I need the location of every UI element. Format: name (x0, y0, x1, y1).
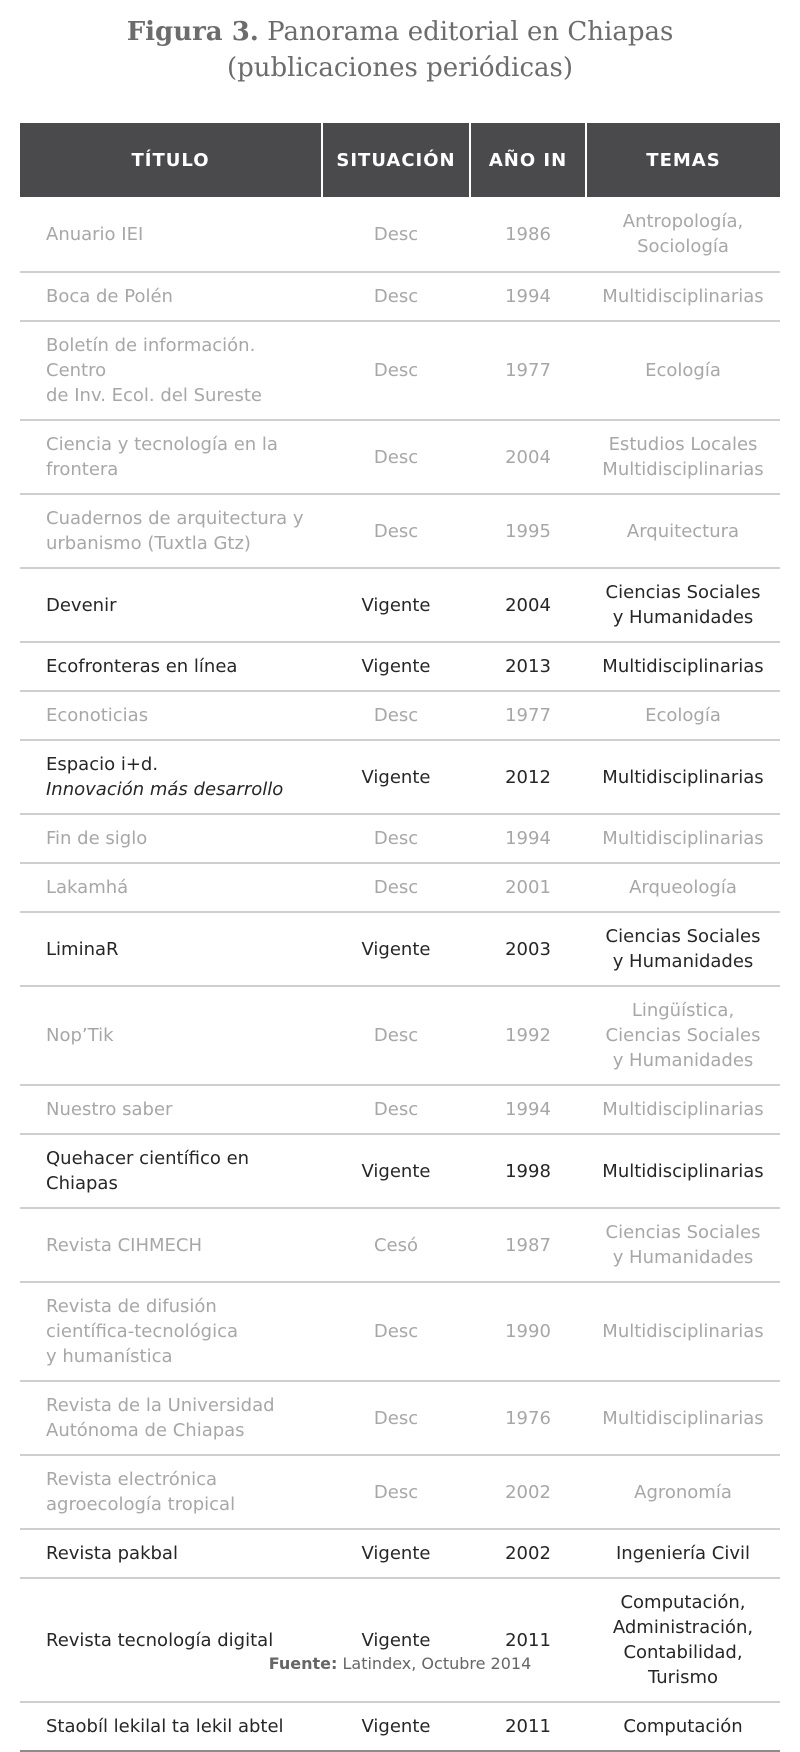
cell-year: 2003 (470, 912, 586, 986)
cell-title (20, 691, 322, 740)
cell-title (20, 321, 322, 420)
cell-title (20, 568, 322, 642)
title-line: Boca de Polén (46, 286, 173, 307)
cell-year: 2001 (470, 863, 586, 912)
table-row (20, 1578, 780, 1702)
title-line: Staobíl lekilal ta lekil abtel (46, 1716, 284, 1737)
title-subtitle: Innovación más desarrollo (46, 779, 284, 800)
table-row (20, 1381, 780, 1455)
cell-status: Cesó (322, 1208, 470, 1282)
source-label: Fuente: (268, 1654, 338, 1673)
table-row (20, 568, 780, 642)
cell-topics (586, 1702, 780, 1751)
table-row (20, 321, 780, 420)
cell-title (20, 1702, 322, 1751)
table-body (20, 197, 780, 1751)
title-line: Revista pakbal (46, 1543, 178, 1564)
cell-status: Desc (322, 863, 470, 912)
cell-topics (586, 1455, 780, 1529)
figure-title-line1 (0, 14, 800, 50)
topic-line: Multidisciplinarias (602, 1321, 764, 1342)
cell-title (20, 1208, 322, 1282)
topic-line: Ciencias Sociales (605, 926, 761, 947)
cell-status: Desc (322, 1455, 470, 1529)
table-row (20, 1134, 780, 1208)
title-line: frontera (46, 459, 119, 480)
cell-status: Vigente (322, 642, 470, 691)
cell-year: 2004 (470, 568, 586, 642)
topic-line: Multidisciplinarias (602, 656, 764, 677)
topic-line: Ecología (645, 360, 721, 381)
cell-year: 1990 (470, 1282, 586, 1381)
cell-topics (586, 568, 780, 642)
table-row (20, 420, 780, 494)
cell-topics (586, 1381, 780, 1455)
cell-topics (586, 912, 780, 986)
header-title: TÍTULO (20, 123, 322, 197)
title-line: Lakamhá (46, 877, 129, 898)
topic-line: Antropología, (622, 211, 744, 232)
table-row (20, 494, 780, 568)
cell-title (20, 1455, 322, 1529)
cell-title (20, 1085, 322, 1134)
table-row (20, 986, 780, 1085)
title-line: Devenir (46, 594, 117, 616)
cell-status: Desc (322, 420, 470, 494)
cell-status: Desc (322, 1381, 470, 1455)
cell-status: Desc (322, 494, 470, 568)
topic-line: Ciencias Sociales (605, 1025, 761, 1046)
topic-line: Computación, (620, 1592, 746, 1613)
cell-year: 2011 (470, 1578, 586, 1702)
cell-year: 1998 (470, 1134, 586, 1208)
table-row (20, 642, 780, 691)
title-line: Revista tecnología digital (46, 1629, 274, 1651)
topic-line: Ecología (645, 705, 721, 726)
cell-topics (586, 1529, 780, 1578)
title-line: Revista de difusión (46, 1296, 217, 1317)
table-row (20, 1455, 780, 1529)
cell-title (20, 494, 322, 568)
title-line: Revista de la Universidad (46, 1395, 275, 1416)
topic-line: Computación (623, 1716, 743, 1737)
figure-subtitle: (publicaciones periódicas) (226, 53, 574, 83)
cell-year: 1994 (470, 1085, 586, 1134)
cell-topics (586, 321, 780, 420)
cell-year: 1977 (470, 691, 586, 740)
topic-line: Estudios Locales (608, 434, 758, 455)
cell-year: 1995 (470, 494, 586, 568)
cell-topics (586, 1578, 780, 1702)
title-line: Cuadernos de arquitectura y (46, 508, 304, 529)
cell-status: Vigente (322, 568, 470, 642)
header-topics: TEMAS (586, 123, 780, 197)
cell-topics (586, 1208, 780, 1282)
topic-line: Arqueología (629, 877, 737, 898)
cell-year: 2012 (470, 740, 586, 814)
title-line: Revista CIHMECH (46, 1234, 203, 1256)
cell-status: Desc (322, 1282, 470, 1381)
cell-year: 1994 (470, 814, 586, 863)
table-row (20, 814, 780, 863)
table-row (20, 1529, 780, 1578)
cell-topics (586, 814, 780, 863)
table-row (20, 272, 780, 321)
table-row (20, 197, 780, 272)
title-line: Boletín de información. Centro (46, 335, 256, 381)
cell-topics (586, 197, 780, 272)
table-row (20, 1282, 780, 1381)
source-note (0, 1654, 800, 1673)
cell-year: 1986 (470, 197, 586, 272)
topic-line: Multidisciplinarias (602, 1407, 764, 1429)
cell-status: Vigente (322, 912, 470, 986)
topic-line: Ingeniería Civil (615, 1543, 751, 1564)
cell-year: 1977 (470, 321, 586, 420)
topic-line: Multidisciplinarias (602, 828, 764, 849)
cell-status: Desc (322, 197, 470, 272)
topic-line: Multidisciplinarias (602, 459, 764, 480)
cell-status: Vigente (322, 1702, 470, 1751)
table-row (20, 1085, 780, 1134)
cell-year: 2013 (470, 642, 586, 691)
cell-topics (586, 420, 780, 494)
cell-status: Vigente (322, 1578, 470, 1702)
title-line: agroecología tropical (46, 1494, 236, 1515)
cell-title (20, 863, 322, 912)
topic-line: Multidisciplinarias (602, 1099, 764, 1120)
title-line: Nop’Tik (46, 1025, 114, 1046)
title-line: Quehacer científico en Chiapas (46, 1148, 250, 1194)
cell-title (20, 272, 322, 321)
cell-topics (586, 494, 780, 568)
cell-topics (586, 272, 780, 321)
header-year: AÑO IN (470, 123, 586, 197)
cell-year: 1987 (470, 1208, 586, 1282)
cell-topics (586, 642, 780, 691)
topic-line: y Humanidades (612, 1247, 754, 1268)
topic-line: Ciencias Sociales (605, 1222, 761, 1243)
figure-title (0, 14, 800, 86)
cell-year: 1976 (470, 1381, 586, 1455)
topic-line: y Humanidades (612, 607, 754, 628)
cell-status: Desc (322, 986, 470, 1085)
source-text: Latindex, Octubre 2014 (342, 1654, 532, 1673)
topic-line: Turismo (648, 1667, 718, 1688)
table-row (20, 863, 780, 912)
table-header (20, 123, 780, 197)
cell-topics (586, 740, 780, 814)
title-line: LiminaR (46, 938, 119, 960)
cell-title (20, 986, 322, 1085)
cell-title (20, 1529, 322, 1578)
cell-topics (586, 1134, 780, 1208)
cell-year: 2004 (470, 420, 586, 494)
table-row (20, 740, 780, 814)
title-line: Espacio i+d. (46, 754, 159, 775)
topic-line: y Humanidades (612, 1050, 754, 1071)
topic-line: Multidisciplinarias (602, 286, 764, 307)
cell-topics (586, 691, 780, 740)
cell-title (20, 1134, 322, 1208)
cell-status: Vigente (322, 1134, 470, 1208)
cell-title (20, 197, 322, 272)
table-row (20, 1208, 780, 1282)
table-row (20, 912, 780, 986)
cell-year: 2002 (470, 1455, 586, 1529)
cell-title (20, 1578, 322, 1702)
cell-title (20, 740, 322, 814)
header-row (20, 123, 780, 197)
cell-status: Vigente (322, 1529, 470, 1578)
title-line: Revista electrónica (46, 1469, 218, 1490)
topic-line: Multidisciplinarias (602, 1160, 764, 1182)
cell-year: 2011 (470, 1702, 586, 1751)
cell-year: 2002 (470, 1529, 586, 1578)
title-line: Autónoma de Chiapas (46, 1420, 245, 1441)
cell-status: Desc (322, 691, 470, 740)
cell-title (20, 642, 322, 691)
cell-title (20, 1381, 322, 1455)
title-line: Anuario IEI (46, 223, 144, 245)
cell-status: Desc (322, 321, 470, 420)
title-line: urbanismo (Tuxtla Gtz) (46, 533, 251, 554)
topic-line: Ciencias Sociales (605, 582, 761, 603)
cell-status: Desc (322, 272, 470, 321)
title-line: Ecofronteras en línea (46, 656, 238, 677)
title-line: Nuestro saber (46, 1099, 173, 1120)
cell-topics (586, 986, 780, 1085)
figure-label: Figura 3. (126, 17, 259, 47)
topic-line: Arquitectura (626, 520, 740, 542)
cell-status: Vigente (322, 740, 470, 814)
cell-year: 1992 (470, 986, 586, 1085)
cell-topics (586, 1085, 780, 1134)
topic-line: y Humanidades (612, 951, 754, 972)
cell-topics (586, 863, 780, 912)
cell-status: Desc (322, 1085, 470, 1134)
table-row (20, 691, 780, 740)
topic-line: Lingüística, (631, 1000, 735, 1021)
cell-title (20, 912, 322, 986)
title-line: de Inv. Ecol. del Sureste (46, 385, 263, 406)
figure-title-text: Panorama editorial en Chiapas (267, 17, 674, 47)
table-row (20, 1702, 780, 1751)
publications-table (20, 123, 780, 1752)
title-line: Ciencia y tecnología en la (46, 434, 278, 455)
cell-title (20, 420, 322, 494)
cell-title (20, 1282, 322, 1381)
topic-line: Administración, (612, 1617, 754, 1638)
title-line: Fin de siglo (46, 828, 148, 849)
cell-status: Desc (322, 814, 470, 863)
header-status: SITUACIÓN (322, 123, 470, 197)
cell-title (20, 814, 322, 863)
title-line: científica-tecnológica (46, 1321, 239, 1342)
title-line: Econoticias (46, 705, 149, 726)
title-line: y humanística (46, 1346, 173, 1367)
topic-line: Sociología (637, 236, 729, 257)
topic-line: Multidisciplinarias (602, 766, 764, 788)
cell-year: 1994 (470, 272, 586, 321)
cell-topics (586, 1282, 780, 1381)
topic-line: Agronomía (634, 1481, 732, 1503)
topic-line: Contabilidad, (623, 1642, 743, 1663)
